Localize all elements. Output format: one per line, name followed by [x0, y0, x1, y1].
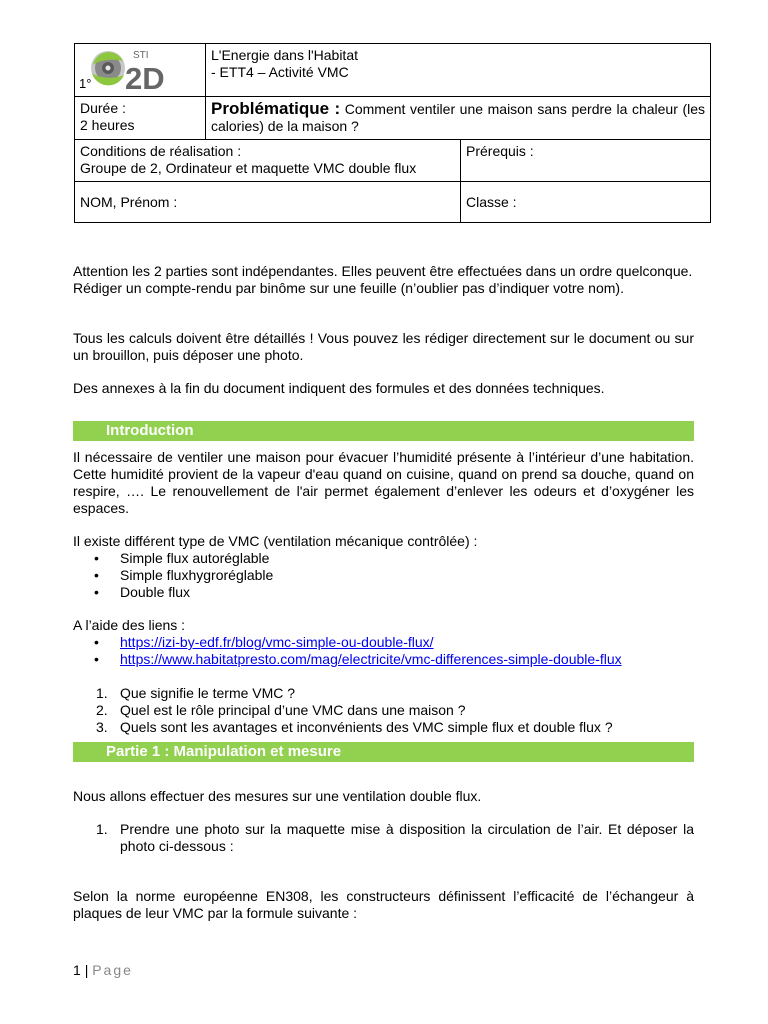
logo-2d-text: 2D [125, 61, 165, 91]
classe-label: Classe : [466, 193, 517, 210]
logo-sti-text: STI [133, 50, 149, 61]
header-table [74, 43, 711, 223]
classe-cell [461, 182, 711, 223]
link-habitatpresto[interactable]: https://www.habitatpresto.com/mag/electricite/vmc-differences-simple-double-flux [120, 651, 622, 667]
partie1-steps-block [73, 821, 694, 855]
level-label: 1° [79, 76, 92, 91]
list-item: • Double flux [73, 584, 694, 601]
nom-cell [75, 182, 461, 223]
questions-block [73, 685, 694, 736]
title-line-1: L'Energie dans l'Habitat [211, 47, 358, 63]
conditions-value: Groupe de 2, Ordinateur et maquette VMC double flux [80, 160, 417, 176]
duree-label: Durée : [80, 100, 126, 116]
partie1-heading-text: Partie 1 : Manipulation et mesure [106, 743, 342, 760]
instruction-1: Attention les 2 parties sont indépendantes. Elles peuvent être effectuées dans un ordre quelconque. [73, 263, 693, 279]
title-line-2: - ETT4 – Activité VMC [211, 64, 349, 80]
instruction-2: Rédiger un compte-rendu par binôme sur une feuille (n’oublier pas d’indiquer votre nom). [73, 280, 624, 296]
links-block [73, 617, 694, 668]
norme-text: Selon la norme européenne EN308, les constructeurs définissent l’efficacité de l’échangeur à plaques de leur VMC par la formule suivante : [73, 888, 694, 921]
list-item [73, 651, 694, 668]
vmc-types-block [73, 533, 694, 601]
page-separator: | [84, 962, 89, 978]
logo-cell [75, 44, 206, 97]
norme-block [73, 888, 694, 922]
types-intro: Il existe différent type de VMC (ventilation mécanique contrôlée) : [73, 533, 478, 549]
problematique-text: Comment ventiler une maison sans perdre la chaleur (les calories) de la maison ? [211, 101, 706, 134]
partie1-intro: Nous allons effectuer des mesures sur une ventilation double flux. [73, 788, 482, 804]
introduction-paragraph-block [73, 449, 694, 517]
calculs-block [73, 330, 694, 364]
page-footer [73, 962, 133, 978]
vmc-types-list [73, 550, 694, 601]
partie1-steps [73, 821, 694, 855]
question-text: Que signifie le terme VMC ? [120, 685, 296, 701]
question-number: 3. [96, 719, 108, 735]
introduction-paragraph: Il nécessaire de ventiler une maison pour évacuer l’humidité présente à l’intérieur d’une habitation. Cette humidité provient de la vapeur d'eau quand on cuisine, quand on prend sa douche, quand on respire, …. Le renouvellement de l'air permet également d’enlever les odeurs et d’oxygéner les espaces. [73, 449, 694, 516]
step-item [73, 821, 694, 855]
links-list [73, 634, 694, 668]
page-word: Page [92, 962, 133, 978]
problematique-cell [206, 97, 711, 140]
prerequis-cell [461, 140, 711, 182]
partie1-heading [73, 742, 694, 762]
instructions-block [73, 263, 694, 297]
page-number: 1 [73, 962, 81, 978]
question-item [73, 702, 694, 719]
question-text: Quel est le rôle principal d’une VMC dans une maison ? [120, 702, 466, 718]
instruction-4: Des annexes à la fin du document indiquent des formules et des données techniques. [73, 380, 605, 396]
question-text: Quels sont les avantages et inconvénients des VMC simple flux et double flux ? [120, 719, 613, 735]
conditions-label: Conditions de réalisation : [80, 143, 242, 159]
list-item [73, 634, 694, 651]
title-cell [206, 44, 711, 97]
problematique-label: Problématique : [211, 99, 341, 118]
instruction-3: Tous les calculs doivent être détaillés ! Vous pouvez les rédiger directement sur le document ou sur un brouillon, puis déposer une photo. [73, 330, 694, 363]
list-item: • Simple flux autoréglable [73, 550, 694, 567]
links-intro: A l’aide des liens : [73, 617, 186, 633]
step-number: 1. [96, 821, 108, 837]
duree-value: 2 heures [80, 117, 135, 133]
question-item [73, 719, 694, 736]
duree-cell [75, 97, 206, 140]
introduction-heading [73, 421, 694, 441]
annexes-block [73, 380, 694, 397]
question-number: 1. [96, 685, 108, 701]
question-item [73, 685, 694, 702]
partie1-intro-block [73, 788, 694, 805]
link-izi-edf[interactable]: https://izi-by-edf.fr/blog/vmc-simple-ou-double-flux/ [120, 634, 434, 650]
prerequis-label: Prérequis : [466, 143, 534, 159]
introduction-heading-text: Introduction [106, 422, 194, 439]
question-number: 2. [96, 702, 108, 718]
step-text: Prendre une photo sur la maquette mise à disposition la circulation de l’air. Et déposer la photo ci-dessous : [120, 821, 694, 854]
questions-list [73, 685, 694, 736]
conditions-cell [75, 140, 461, 182]
nom-label: NOM, Prénom : [80, 193, 178, 210]
list-item: • Simple fluxhygroréglable [73, 567, 694, 584]
sti2d-logo [89, 47, 189, 91]
